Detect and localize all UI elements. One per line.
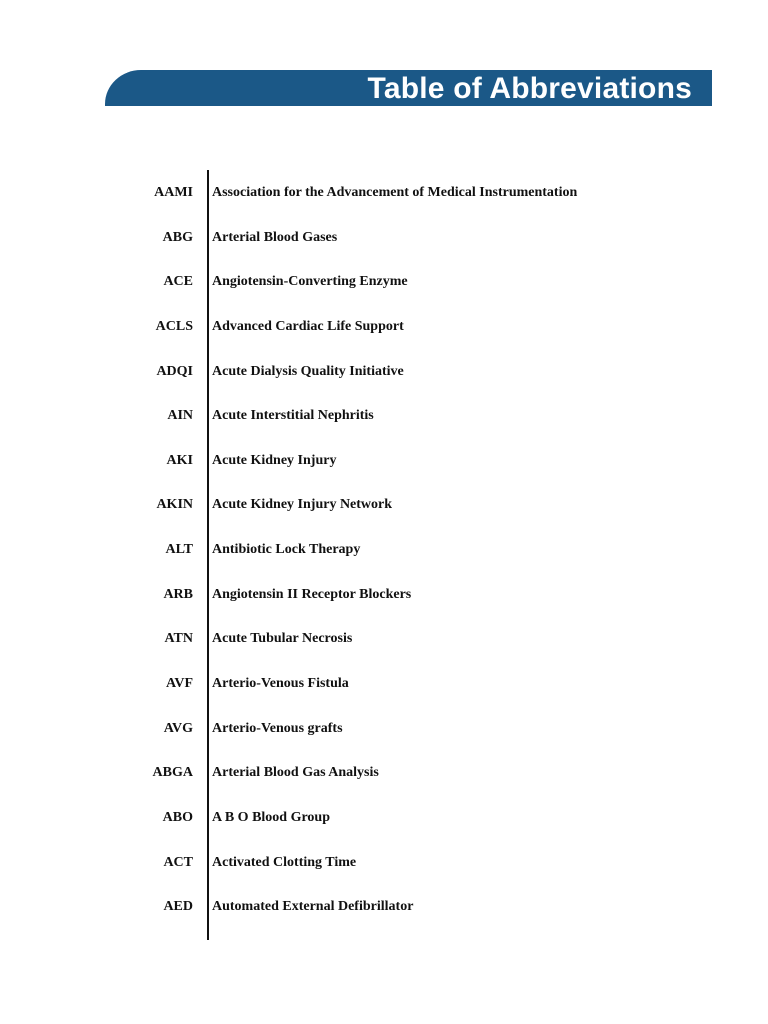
- abbreviation-term: ARB: [163, 586, 193, 602]
- abbreviation-term: ACLS: [155, 318, 193, 334]
- abbreviation-row: [0, 528, 768, 573]
- abbreviation-row: [0, 707, 768, 752]
- abbreviation-definition: Arterial Blood Gas Analysis: [212, 765, 379, 781]
- abbreviation-definition: Acute Kidney Injury Network: [212, 497, 393, 513]
- abbreviation-definition: Acute Interstitial Nephritis: [212, 408, 374, 424]
- abbreviation-row: [0, 394, 768, 439]
- abbreviation-row: [0, 573, 768, 618]
- abbreviation-term: AVF: [166, 676, 193, 692]
- abbreviation-definition: Advanced Cardiac Life Support: [212, 318, 404, 334]
- abbreviation-term: AED: [163, 899, 193, 915]
- abbreviation-definition: Acute Dialysis Quality Initiative: [212, 363, 404, 379]
- abbreviation-definition: Automated External Defibrillator: [212, 899, 414, 915]
- abbreviation-definition: Acute Tubular Necrosis: [212, 631, 353, 647]
- abbreviation-definition: Arterio-Venous grafts: [212, 720, 343, 736]
- abbreviation-term: AAMI: [154, 185, 193, 200]
- abbreviation-term: ABG: [162, 229, 193, 245]
- abbreviation-row: [0, 171, 768, 216]
- abbreviation-term: ATN: [164, 631, 193, 647]
- abbreviation-row: [0, 662, 768, 707]
- abbreviation-term: AVG: [163, 720, 193, 736]
- abbreviation-definition: Angiotensin II Receptor Blockers: [212, 586, 412, 602]
- abbreviation-row: [0, 841, 768, 886]
- abbreviation-definition: A B O Blood Group: [212, 809, 331, 825]
- page-title: Table of Abbreviations: [367, 72, 692, 105]
- abbreviation-row: [0, 796, 768, 841]
- abbreviation-term: ACE: [163, 274, 193, 290]
- abbreviation-term: AKI: [166, 452, 193, 468]
- abbreviation-row: [0, 751, 768, 796]
- title-banner: [105, 70, 712, 106]
- abbreviation-definition: Arterio-Venous Fistula: [212, 676, 349, 692]
- abbreviation-term: AKIN: [156, 497, 193, 513]
- abbreviation-term: ACT: [163, 854, 193, 870]
- abbreviation-definition: Angiotensin-Converting Enzyme: [212, 274, 408, 290]
- abbreviation-row: [0, 885, 768, 930]
- abbreviation-row: [0, 305, 768, 350]
- abbreviation-definition: Activated Clotting Time: [212, 854, 357, 870]
- abbreviation-term: ABO: [162, 809, 193, 825]
- abbreviation-list: [0, 171, 768, 930]
- abbreviation-row: [0, 483, 768, 528]
- abbreviation-term: ABGA: [152, 765, 193, 781]
- abbreviation-term: AIN: [167, 408, 193, 424]
- abbreviation-definition: Association for the Advancement of Medical Instrumentation: [212, 185, 578, 200]
- abbreviation-term: ALT: [165, 542, 193, 558]
- abbreviation-row: [0, 260, 768, 305]
- abbreviation-row: [0, 617, 768, 662]
- abbreviation-term: ADQI: [156, 363, 193, 379]
- abbreviation-row: [0, 216, 768, 261]
- abbreviation-definition: Acute Kidney Injury: [212, 452, 337, 468]
- abbreviation-row: [0, 350, 768, 395]
- abbreviation-definition: Antibiotic Lock Therapy: [212, 542, 361, 558]
- abbreviation-definition: Arterial Blood Gases: [212, 229, 338, 245]
- abbreviation-row: [0, 439, 768, 484]
